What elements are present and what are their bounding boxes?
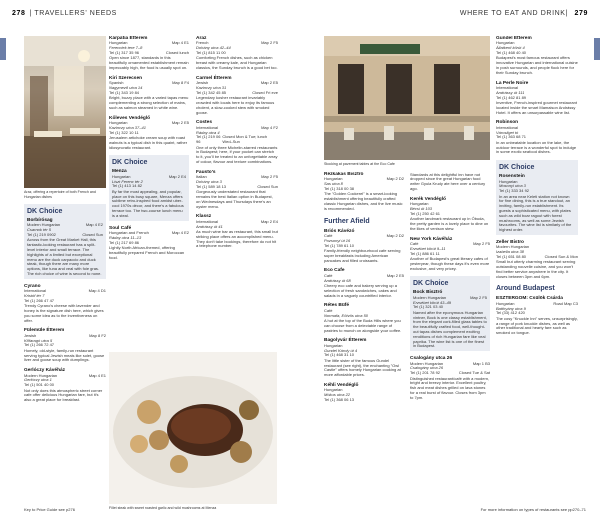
restaurant-closed: Closed Sun & Mon — [544, 253, 578, 259]
dk-choice-box-5 — [410, 276, 490, 351]
restaurant-type: Italian — [196, 174, 207, 180]
section-heading-around-budapest: Around Budapest — [496, 285, 555, 293]
restaurant-name: Rosenstein — [499, 174, 525, 180]
restaurant-type: Spanish — [109, 80, 124, 86]
restaurant-name: Briós Kávézó — [324, 228, 355, 234]
restaurant-closed: Closed Fri eve — [252, 89, 278, 95]
map-ref: Map 2 F5 — [473, 240, 490, 246]
restaurant-type: International — [496, 84, 519, 90]
map-ref: Map 2 F5 — [470, 294, 487, 300]
restaurant-type: Modern Hungarian — [496, 244, 530, 250]
restaurant-entry — [109, 226, 189, 261]
restaurant-type: Hungarian and French — [109, 229, 149, 235]
running-title-right: WHERE TO EAT AND DRINK — [459, 10, 566, 17]
restaurant-name: Fülemüle Étterem — [24, 328, 65, 334]
restaurant-address: Andrássy út 111 — [496, 89, 525, 95]
photo-eco-cafe — [324, 36, 490, 160]
restaurant-type: International — [196, 218, 219, 224]
restaurant-address: Ráday utca 4 — [196, 129, 220, 135]
steak-illustration — [109, 352, 277, 504]
col1-entries — [24, 284, 106, 403]
restaurant-type: International — [24, 288, 47, 294]
restaurant-address: Mókus utca 22 — [324, 392, 351, 398]
dk-choice-box-2 — [109, 155, 189, 220]
restaurant-description: Not only does this atmospheric street corner cafe offer delicious Hungarian fare, but it's also a great place for breakfast. — [24, 387, 103, 403]
restaurant-entry — [324, 338, 404, 378]
map-ref: Map 2 E5 — [386, 272, 404, 278]
col5-entries — [410, 197, 490, 272]
col2-entries — [109, 36, 189, 150]
eco-cafe-illustration — [324, 36, 490, 160]
restaurant-entry — [324, 383, 404, 403]
restaurant-type: Hungarian — [324, 342, 343, 348]
restaurant-entry — [496, 81, 578, 116]
restaurant-address: Ferenciek tere 7–8 — [109, 45, 143, 51]
map-ref: Map 4 F2 — [261, 124, 278, 130]
map-ref: Road Map C3 — [553, 300, 578, 306]
map-ref: Map 4 E2 — [171, 229, 189, 235]
restaurant-description: As much wine bar as restaurant, this small but striking place offers an accomplished menu. They don't take bookings, therefore do not hit a telephone number. — [196, 228, 278, 249]
restaurant-description: Cheery eco cafe and bakery serving up a selection of fresh sandwiches, cakes and salads in a vaguely countrified interior. — [324, 282, 397, 298]
restaurant-description: Budapest's most famous restaurant offers innovative Hungarian and international cuisine in posh surrounds, and people flock here for their Sunday brunch. — [496, 55, 578, 75]
restaurant-tel: Tel (1) 468 31 10 — [324, 352, 355, 358]
restaurant-closed: Closed Sun — [257, 183, 278, 189]
restaurant-tel: Tel (1) 462 81 89 — [496, 94, 527, 100]
restaurant-description: Homely, old-style, family-run restaurant serving typical Jewish meals like solet, goose liver and goose soup with dumplings. — [24, 347, 105, 363]
running-title-left: TRAVELLERS' NEEDS — [34, 10, 117, 17]
column-1 — [24, 204, 106, 504]
restaurant-name: Kerék Vendéglő — [410, 196, 446, 202]
restaurant-entry — [410, 197, 490, 232]
header-right: WHERE TO EAT AND DRINK| 279 — [459, 10, 588, 17]
column-3 — [196, 36, 278, 352]
restaurant-name: Fausto's — [196, 169, 216, 175]
map-ref: Map 8 F4 — [172, 80, 189, 86]
restaurant-tel: Tel (1) 333 34 92 — [499, 188, 530, 194]
restaurant-description: Distinguished restaurant/café with a modern, bright and breezy interior. Excellent poultry, fish and meat dishes grilled on lava stones for a real burst of flavour. Closes from 3pm to 7pm. — [410, 375, 490, 400]
restaurant-tel: Tel (1) 219 0902 — [27, 232, 56, 237]
restaurant-tel: Tel (1) 250 42 61 — [410, 210, 441, 216]
restaurant-entry — [410, 356, 490, 400]
restaurant-name: La Perle Noire — [496, 80, 529, 86]
restaurant-entry — [324, 229, 404, 264]
restaurant-name: Gerlóczy Kávéház — [24, 368, 66, 374]
restaurant-entry — [410, 237, 490, 272]
restaurant-name: ESZTERGOM: Csülök Csárda — [496, 296, 563, 302]
restaurant-tel: Tel (1) 413 14 82 — [112, 183, 143, 189]
restaurant-description: A hut at the top of the Buda Hills where you can choose from a delectable range of pastries to munch on alongside your coffee. — [324, 317, 402, 333]
dk-choice-box-1 — [24, 204, 106, 279]
restaurant-description: Open since 1877, standards in this beautifully ornamented establishment remain impeccably high, the food is usually spot on. — [109, 55, 189, 70]
restaurant-description: Legendary kosher restaurant invariably crowded with locals here to enjoy its famous cholent, a slow-cooked stew with smoked goose. — [196, 95, 275, 115]
restaurant-description: The "Golden Cockerel" is a smart-looking establishment offering beautifully crafted classic Hungarian dishes, and the live music is recommended. — [324, 191, 403, 211]
restaurant-entry — [496, 36, 578, 76]
footer-left: Key to Price Guide see p276 — [24, 507, 75, 512]
map-ref: Map 2 E5 — [260, 80, 278, 86]
restaurant-description: The cosy "Knuckle Inn" serves, unsurprisingly, a range of pork knuckle dishes, as well as other traditional and hearty fare such as smoked ox tongue. — [496, 315, 578, 336]
restaurant-name: New York Kávéház — [410, 236, 453, 242]
restaurant-name: Carmel Étterem — [196, 75, 232, 81]
restaurant-address: Dohány utca 42–44 — [196, 45, 231, 51]
restaurant-type: Modern Hungarian — [27, 222, 61, 228]
col6-entries — [496, 36, 578, 155]
restaurant-name: Kárpátia Étterem — [109, 36, 148, 41]
restaurant-entry — [109, 36, 189, 71]
araz-interior-illustration — [24, 36, 106, 188]
restaurant-tel: Tel (1) 363 68 71 — [496, 134, 527, 140]
restaurant-tel: Tel (1) 201 78 92 — [410, 370, 441, 376]
restaurant-name: Kőleves Vendéglő — [109, 115, 151, 121]
restaurant-type: Hungarian — [496, 40, 515, 46]
restaurant-entry — [496, 120, 578, 155]
restaurant-name: Robinson — [496, 120, 519, 126]
restaurant-entry — [196, 214, 278, 249]
restaurant-entry — [324, 303, 404, 333]
map-ref: Map 2 E5 — [171, 119, 189, 125]
restaurant-description: Trendy Cyrano's cheese with lavender and honey is the signature dish here, which gives you some idea as to the inventiveness on offer. — [24, 303, 104, 323]
restaurant-address: Gundel Károly út 4 — [324, 347, 358, 353]
restaurant-name: Klassz — [196, 214, 212, 220]
restaurant-tel: Tel (1) 317 35 96 — [109, 50, 140, 55]
restaurant-name: Borbírósag — [27, 218, 53, 223]
restaurant-tel: Tel (1) 501 40 00 — [24, 382, 55, 388]
restaurant-tel: Tel (1) 589 18 13 — [196, 183, 227, 189]
continued-description: Standards at this delightful inn have not dropped since the great Hungarian food writer Gyula Krudy ate here over a century ago. — [410, 172, 486, 191]
restaurant-description: Jerusalem artichoke cream soup with roast walnuts is a typical dish in this quaint, rather idiosyncratic restaurant. — [109, 134, 188, 150]
restaurant-address: Pozsonyi út 16 — [324, 237, 351, 243]
restaurant-tel: Tel (33) 412 420 — [496, 310, 525, 316]
column-5 — [410, 172, 490, 506]
restaurant-address: Erzsébet körút 9–11 — [410, 245, 446, 251]
page-number-right: 279 — [574, 10, 588, 17]
thumb-tab-right — [594, 38, 600, 60]
restaurant-entry — [24, 368, 106, 403]
restaurant-type: Café — [324, 307, 333, 313]
map-ref: Map 2 F5 — [261, 174, 278, 180]
column-6 — [496, 36, 578, 506]
restaurant-name: Soul Café — [109, 225, 132, 231]
restaurant-name: Costes — [196, 120, 212, 126]
restaurant-address: Normafa, Eötvös utca 50 — [324, 312, 369, 318]
restaurant-name: Csalogány utca 26 — [410, 356, 453, 362]
restaurant-description: One of only three Michelin-starred restaurants in Budapest; here, if your pocket can stretch to it, you'll be treated to an unforgettable array of colour, flavour and texture combinations. — [196, 144, 278, 164]
restaurant-type: Hungarian — [496, 300, 515, 306]
col6-entries-3 — [496, 296, 578, 336]
map-ref: Map 2 D2 — [386, 232, 404, 238]
map-ref: Map 4 E1 — [171, 40, 189, 46]
map-ref: Map 4 E1 — [88, 372, 106, 378]
restaurant-address: Mosonyi utca 3 — [499, 183, 526, 189]
col2-entries-2 — [109, 226, 189, 261]
restaurant-entry — [196, 120, 278, 164]
restaurant-closed: Closed lunch — [165, 50, 189, 55]
restaurant-description: In an unbeatable location on the lake, the outdoor terrace is a wonderful spot to indulge in some exotic seafood dishes. — [496, 139, 577, 155]
restaurant-address: Andrássy út 68 — [324, 277, 351, 283]
column-2 — [109, 36, 189, 366]
restaurant-address: Csalogány utca 26 — [410, 365, 444, 371]
restaurant-entry — [109, 76, 189, 111]
restaurant-type: Hungarian — [499, 178, 518, 184]
restaurant-description: Across from the Great Market Hall, this fantastic-looking restaurant has a split-level interior and small terrace. The highlights of a limited but exceptional menu are the duck carpaccio and duck steak, though there are many more options, like tuna and veal with foie gras. The rich choice of wine is second to none. — [27, 237, 102, 276]
restaurant-description: Gorgeously understated restaurant that remains the best Italian option in Budapest, on Wednesdays and Thursdays there's an oyster menu. — [196, 189, 273, 209]
restaurant-tel: Tel (1) 343 19 84 — [109, 89, 140, 95]
col4-entries-2 — [324, 229, 404, 403]
restaurant-tel-row — [196, 135, 278, 145]
restaurant-name: Menza — [112, 169, 127, 175]
map-ref: Map 1 B3 — [472, 360, 490, 366]
restaurant-type: International — [196, 124, 219, 130]
dk-choice-heading: DK Choice — [112, 159, 148, 167]
restaurant-type: Hungarian — [324, 387, 343, 393]
restaurant-address: Erzsébet körút 43–49 — [413, 299, 452, 305]
restaurant-description: Another of Budapest's great literary cafes of yesteryear, though these days it's even more exclusive, and very pricey. — [410, 255, 490, 271]
restaurant-address: Kazinczy utca 37–41 — [109, 124, 146, 130]
restaurant-tel: Tel (1) 651 08 80 — [496, 253, 527, 259]
thumb-tab-left — [0, 38, 6, 60]
section-heading-further-afield: Further Afield — [324, 217, 370, 225]
restaurant-name: Bock Bisztró — [413, 290, 443, 296]
restaurant-tel: Tel (1) 321 03 40 — [413, 304, 444, 310]
restaurant-name: Rézkakas Bisztró — [324, 172, 364, 177]
restaurant-address: Gerlóczy utca 1 — [24, 377, 52, 383]
map-ref: Map 2 D2 — [386, 176, 404, 182]
restaurant-closed: Closed Mon & Tue; lunch Wed–Sun — [222, 134, 268, 145]
restaurant-type: Hungarian — [410, 201, 429, 207]
restaurant-tel: Tel (1) 886 61 11 — [410, 250, 440, 256]
restaurant-address: Csarnok tér 5 — [27, 227, 52, 233]
restaurant-name: Rétes Büfé — [324, 303, 350, 309]
dk-choice-heading: DK Choice — [413, 280, 449, 288]
restaurant-address: Kristóf tér 7 — [24, 292, 45, 298]
restaurant-address: Kőfaragó utca 5 — [24, 337, 53, 343]
restaurant-type: Café — [324, 232, 333, 238]
restaurant-description: Comforting French dishes, such as chicken breast with creamy kale, and Hungarian classics, the Sunday brunch is a good bet too. — [196, 55, 278, 70]
map-ref: Map 8 F2 — [89, 332, 106, 338]
restaurant-description: Small but utterly charming restaurant serving outstanding nouvelle cuisine, and you won't find better service anywhere in the city. It closes between 3pm and 6pm. — [496, 259, 576, 279]
col5-entries-2 — [410, 356, 490, 400]
restaurant-tel: Tel (1) 266 72 47 — [24, 342, 55, 348]
page-number-left: 278 — [12, 10, 26, 17]
restaurant-type: Modern Hungarian — [24, 372, 58, 378]
dk-choice-heading: DK Choice — [499, 164, 535, 172]
restaurant-description: Named after the eponymous Hungarian vintner, Bock is one classy establishment, from the elegant cork-filled glass tables to the beautifully crafted food, well-thought-out tapas dishes complement exciting renditions of rich Hungarian fare like veal paprika. The wine list is one of the finest in Budapest. — [413, 309, 487, 349]
restaurant-tel: Tel (1) 368 06 13 — [324, 396, 355, 402]
restaurant-type: Modern Hungarian — [410, 360, 444, 366]
restaurant-tel: Tel (1) 468 40 40 — [496, 50, 527, 55]
restaurant-name: Kiri Szerecsen — [109, 75, 143, 81]
restaurant-type: Modern Hungarian — [413, 294, 447, 300]
restaurant-address: Andrássy út 41 — [196, 223, 223, 229]
photo-araz-interior — [24, 36, 106, 188]
header-left: 278 | TRAVELLERS' NEEDS — [12, 10, 117, 17]
restaurant-address: Sas utca 8 — [324, 181, 343, 187]
caption-photo3: Stocking at pavement tables at the Eco Cafe — [324, 162, 395, 166]
restaurant-entry — [196, 36, 278, 71]
restaurant-entry — [24, 328, 106, 363]
restaurant-type: Jewish — [196, 80, 209, 86]
restaurant-closed: Closed Sun — [82, 232, 103, 237]
restaurant-entry — [496, 240, 578, 280]
restaurant-closed: Closed Tue & Sat — [458, 370, 490, 376]
restaurant-name: Cyrano — [24, 283, 41, 289]
photo-menza-steak — [109, 352, 277, 504]
restaurant-address: Liszt Ferenc tér 2 — [112, 178, 143, 184]
restaurant-type: Hungarian — [109, 119, 128, 125]
restaurant-type: International — [496, 124, 519, 130]
col4-entries — [324, 172, 404, 212]
restaurant-description: Another landmark restaurant up in Óbuda, the pretty garden is a lovely place to dine on the likes of venison stew. — [410, 216, 489, 231]
restaurant-name: Araz — [196, 36, 207, 41]
restaurant-entry — [324, 268, 404, 298]
col6-entries-2 — [496, 240, 578, 280]
restaurant-tel-row — [324, 398, 404, 403]
restaurant-type: Hungarian — [109, 40, 128, 46]
dk-choice-box-6 — [496, 160, 578, 235]
restaurant-type: Café — [324, 272, 333, 278]
restaurant-description: The little sister of the famous Gundel restaurant (see right), the enchanting "Owl Castle" offers homely Hungarian cooking at more affordable prices. — [324, 357, 401, 378]
restaurant-type: Café — [410, 240, 419, 246]
restaurant-description: Family-friendly neighbourhood cafe serving super breakfasts including American pancakes and filled croissants. — [324, 247, 401, 263]
restaurant-address: Városliget tó — [496, 129, 519, 135]
restaurant-entry — [196, 170, 278, 210]
restaurant-address: Dohány utca 3 — [196, 178, 222, 184]
restaurant-address: Nagymező utca 14 — [109, 84, 143, 90]
restaurant-address: Batthyány utca 9 — [496, 305, 526, 311]
restaurant-entry — [196, 76, 278, 116]
restaurant-name: Zeller Bistro — [496, 239, 524, 245]
restaurant-description: In an area near Keleti station not known for fine dining, this is a true standout, an inviting, family-run establishment. Its guests a sophisticated menu, with plates such as wild boar ragout with forest mushrooms, as well as some Jewish favourites. The wine list is similarly of the highest order. — [499, 193, 572, 233]
map-ref: Map 2 F5 — [261, 40, 278, 46]
restaurant-type: French — [196, 40, 209, 46]
restaurant-tel: Tel (1) 217 69 86 — [109, 239, 140, 245]
restaurant-entry — [496, 296, 578, 336]
restaurant-description: Lightly North African-themed, offering beautifully prepared French and Moroccan food. — [109, 244, 185, 260]
restaurant-name: Eco Cafe — [324, 268, 345, 274]
footer-right: For more information on types of restaurants see pp270–71 — [480, 507, 586, 512]
restaurant-entry — [109, 116, 189, 151]
caption-photo2: Fillet steak with sweet roasted garlic and wild mushrooms at Menza — [109, 506, 217, 510]
restaurant-tel: Tel (1) 815 11 00 — [196, 50, 226, 55]
column-4 — [324, 172, 404, 506]
restaurant-name: Kéhli Vendéglő — [324, 382, 359, 388]
restaurant-tel: Tel (1) 322 10 11 — [109, 129, 139, 135]
restaurant-name: Bagolyvár Étterem — [324, 338, 367, 344]
restaurant-tel: Tel (1) 219 06 96 — [196, 134, 221, 145]
restaurant-address: Állatkerti körút 4 — [496, 45, 525, 51]
restaurant-entry — [24, 284, 106, 324]
restaurant-tel: Tel (1) 342 45 85 — [196, 89, 227, 95]
restaurant-address: Kazinczy utca 31 — [196, 84, 227, 90]
restaurant-description: Bright, buzzy place with a varied tapas menu complementing a strong selection of mains, such as salmon steamed in white wine. — [109, 95, 189, 110]
col3-entries — [196, 36, 278, 249]
map-ref: Map 4 E2 — [85, 222, 103, 228]
map-ref: Map 2 E4 — [168, 173, 186, 179]
dk-choice-heading: DK Choice — [27, 208, 63, 215]
restaurant-type: Hungarian — [324, 176, 343, 182]
restaurant-entry — [324, 172, 404, 212]
restaurant-type: Hungarian — [112, 173, 131, 179]
restaurant-description: Inventive, French-inspired gourmet restaurant located inside the smart Mamaison Andrássy Hotel. It offers an unsurpassable wine list. — [496, 99, 577, 115]
restaurant-address: Izabella utca 38 — [496, 249, 525, 255]
restaurant-description: By far the most appealing, and popular, place on this busy square, Menza offers sublime retro-inspired food amidst uber-cool 1970s décor, and there's a fabulous terrace too. The two-course lunch menu is a steal. — [112, 188, 184, 218]
restaurant-name: Gundel Étterem — [496, 36, 532, 41]
restaurant-tel: Tel (1) 266 47 47 — [24, 297, 55, 303]
restaurant-type: Jewish — [24, 332, 37, 338]
restaurant-address: Ráday utca 11–13 — [109, 234, 142, 240]
restaurant-address: Bécsi út 103 — [410, 205, 433, 211]
restaurant-tel: Tel (1) 789 61 10 — [324, 242, 355, 248]
map-ref: Map 2 E4 — [260, 218, 278, 224]
caption-photo1: Araz, offering a repertoire of both French and Hungarian dishes — [24, 190, 96, 199]
restaurant-tel: Tel (1) 318 00 38 — [324, 186, 355, 191]
map-ref: Map 4 D1 — [88, 288, 106, 294]
